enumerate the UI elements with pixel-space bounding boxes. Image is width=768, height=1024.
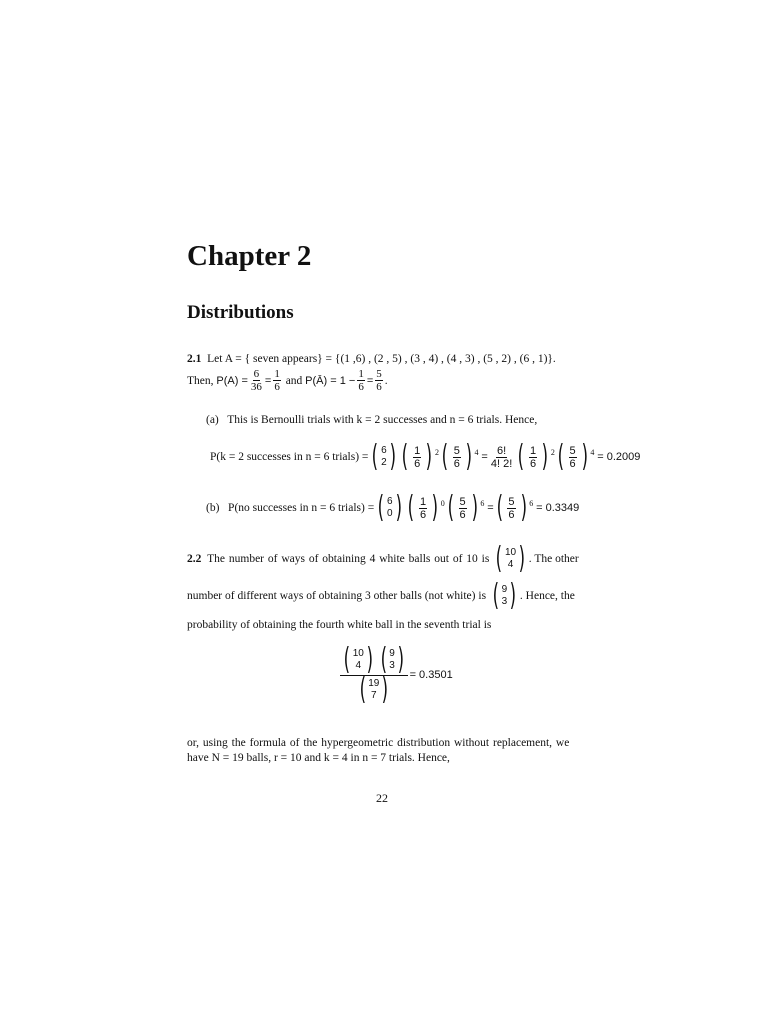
fraction: $\frac{1}{6}$ [414,444,421,470]
binomial: ( 19 7 ) [359,672,389,707]
fraction: $\frac{1}{6}$ [274,368,280,393]
problem-text: have N = 19 balls, r = 10 and k = 4 in n = 7 trials. Hence, [187,752,450,764]
exponent: 0 [440,499,445,508]
exponent: 4 [590,448,595,457]
fraction: $\frac{1}{6}$ [529,444,537,470]
problem-2-2-line4 [187,736,581,750]
equals: = [264,374,272,387]
chapter-title: Chapter 2 [187,240,312,272]
problem-text: . Hence, the [519,590,575,602]
problem-2-1-line2 [187,368,388,393]
result: = 0.2009 [597,451,641,463]
problem-2-2-line5 [187,751,450,765]
problem-2-2-line1 [187,541,581,576]
fraction: $\frac{5}{6}$ [453,444,460,470]
part-b-equation: (b) P(no successes in n = 6 trials) = ( 6 0 ) ( $\frac{1}{6}$ ) 0 ( $\frac{5}{6}$ ) 6 = ( $\frac{5}{6}$ ) 6 = 0.3349 [206,490,580,525]
lhs: P(k = 2 successes in n = 6 trials) = [210,451,369,463]
problem-2-2-line2 [187,578,575,613]
part-a-intro [206,413,537,427]
part-a-equation: P(k = 2 successes in n = 6 trials) = ( 6 2 ) ( $\frac{1}{6}$ ) 2 ( $\frac{5}{6}$ ) 4 = $\frac{6!}{4! 2!}$ ( $\frac{1}{6}$ ) 2 ( $\frac{5}{6}$ ) 4 = 0.2009 [210,439,641,474]
and-text: and [285,374,303,387]
problem-text: number of different ways of obtaining 3 other balls (not white) is [187,590,487,602]
problem-text: probability of obtaining the fourth white ball in the seventh trial is [187,619,492,631]
equals: = [366,374,374,387]
binomial: ( 9 3 ) [492,578,517,613]
exponent: 6 [480,499,485,508]
hypergeometric-equation [340,642,453,707]
binomial: ( 6 0 ) [377,490,402,525]
pa-text: P(A) = [216,374,248,387]
pabar-text: P(Ā) = 1 − [305,374,356,387]
equals: = [487,502,494,514]
part-a-text: This is Bernoulli trials with k = 2 successes and n = 6 trials. Hence, [227,414,538,426]
equals: = [481,451,488,463]
lhs: P(no successes in n = 6 trials) = [228,502,375,514]
part-label: (a) [206,414,219,426]
fraction: $\frac{5}{6}$ [569,444,576,470]
exponent: 2 [550,448,555,457]
then-text: Then, [187,374,214,387]
fraction: $\frac{6}{36}$ [250,368,262,393]
binomial: ( 9 3 ) [380,642,404,677]
problem-text: . The other [528,553,579,565]
fraction: $\frac{5}{6}$ [459,495,466,521]
binomial: ( 10 4 ) [495,541,526,576]
problem-text: or, using the formula of the hypergeometric distribution without replacement, we [187,737,570,749]
exponent: 4 [474,448,479,457]
binomial: ( 6 2 ) [372,439,396,474]
fraction: $\frac{6!}{4! 2!}$ [490,444,513,470]
problem-number: 2.1 [187,353,202,365]
part-label: (b) [206,502,220,514]
fraction: $\frac{5}{6}$ [508,495,515,521]
result: = 0.3349 [536,502,580,514]
problem-text: Let A = { seven appears} = {(1 ,6) , (2 , 5) , (3 , 4) , (4 , 3) , (5 , 2) , (6 , 1)}. [207,353,556,365]
section-title: Distributions [187,302,294,323]
period: . [384,374,388,387]
fraction: $\frac{1}{6}$ [358,368,364,393]
exponent: 2 [434,448,439,457]
binomial: ( 10 4 ) [343,642,373,677]
fraction: $\frac{1}{6}$ [419,495,427,521]
exponent: 6 [529,499,534,508]
fraction: $\frac{5}{6}$ [376,368,382,393]
result: = 0.3501 [409,669,453,681]
problem-number: 2.2 [187,553,202,565]
problem-text: The number of ways of obtaining 4 white balls out of 10 is [207,553,490,565]
problem-2-2-line3 [187,618,491,632]
problem-2-1-line1 [187,352,556,366]
page-number: 22 [376,791,388,805]
